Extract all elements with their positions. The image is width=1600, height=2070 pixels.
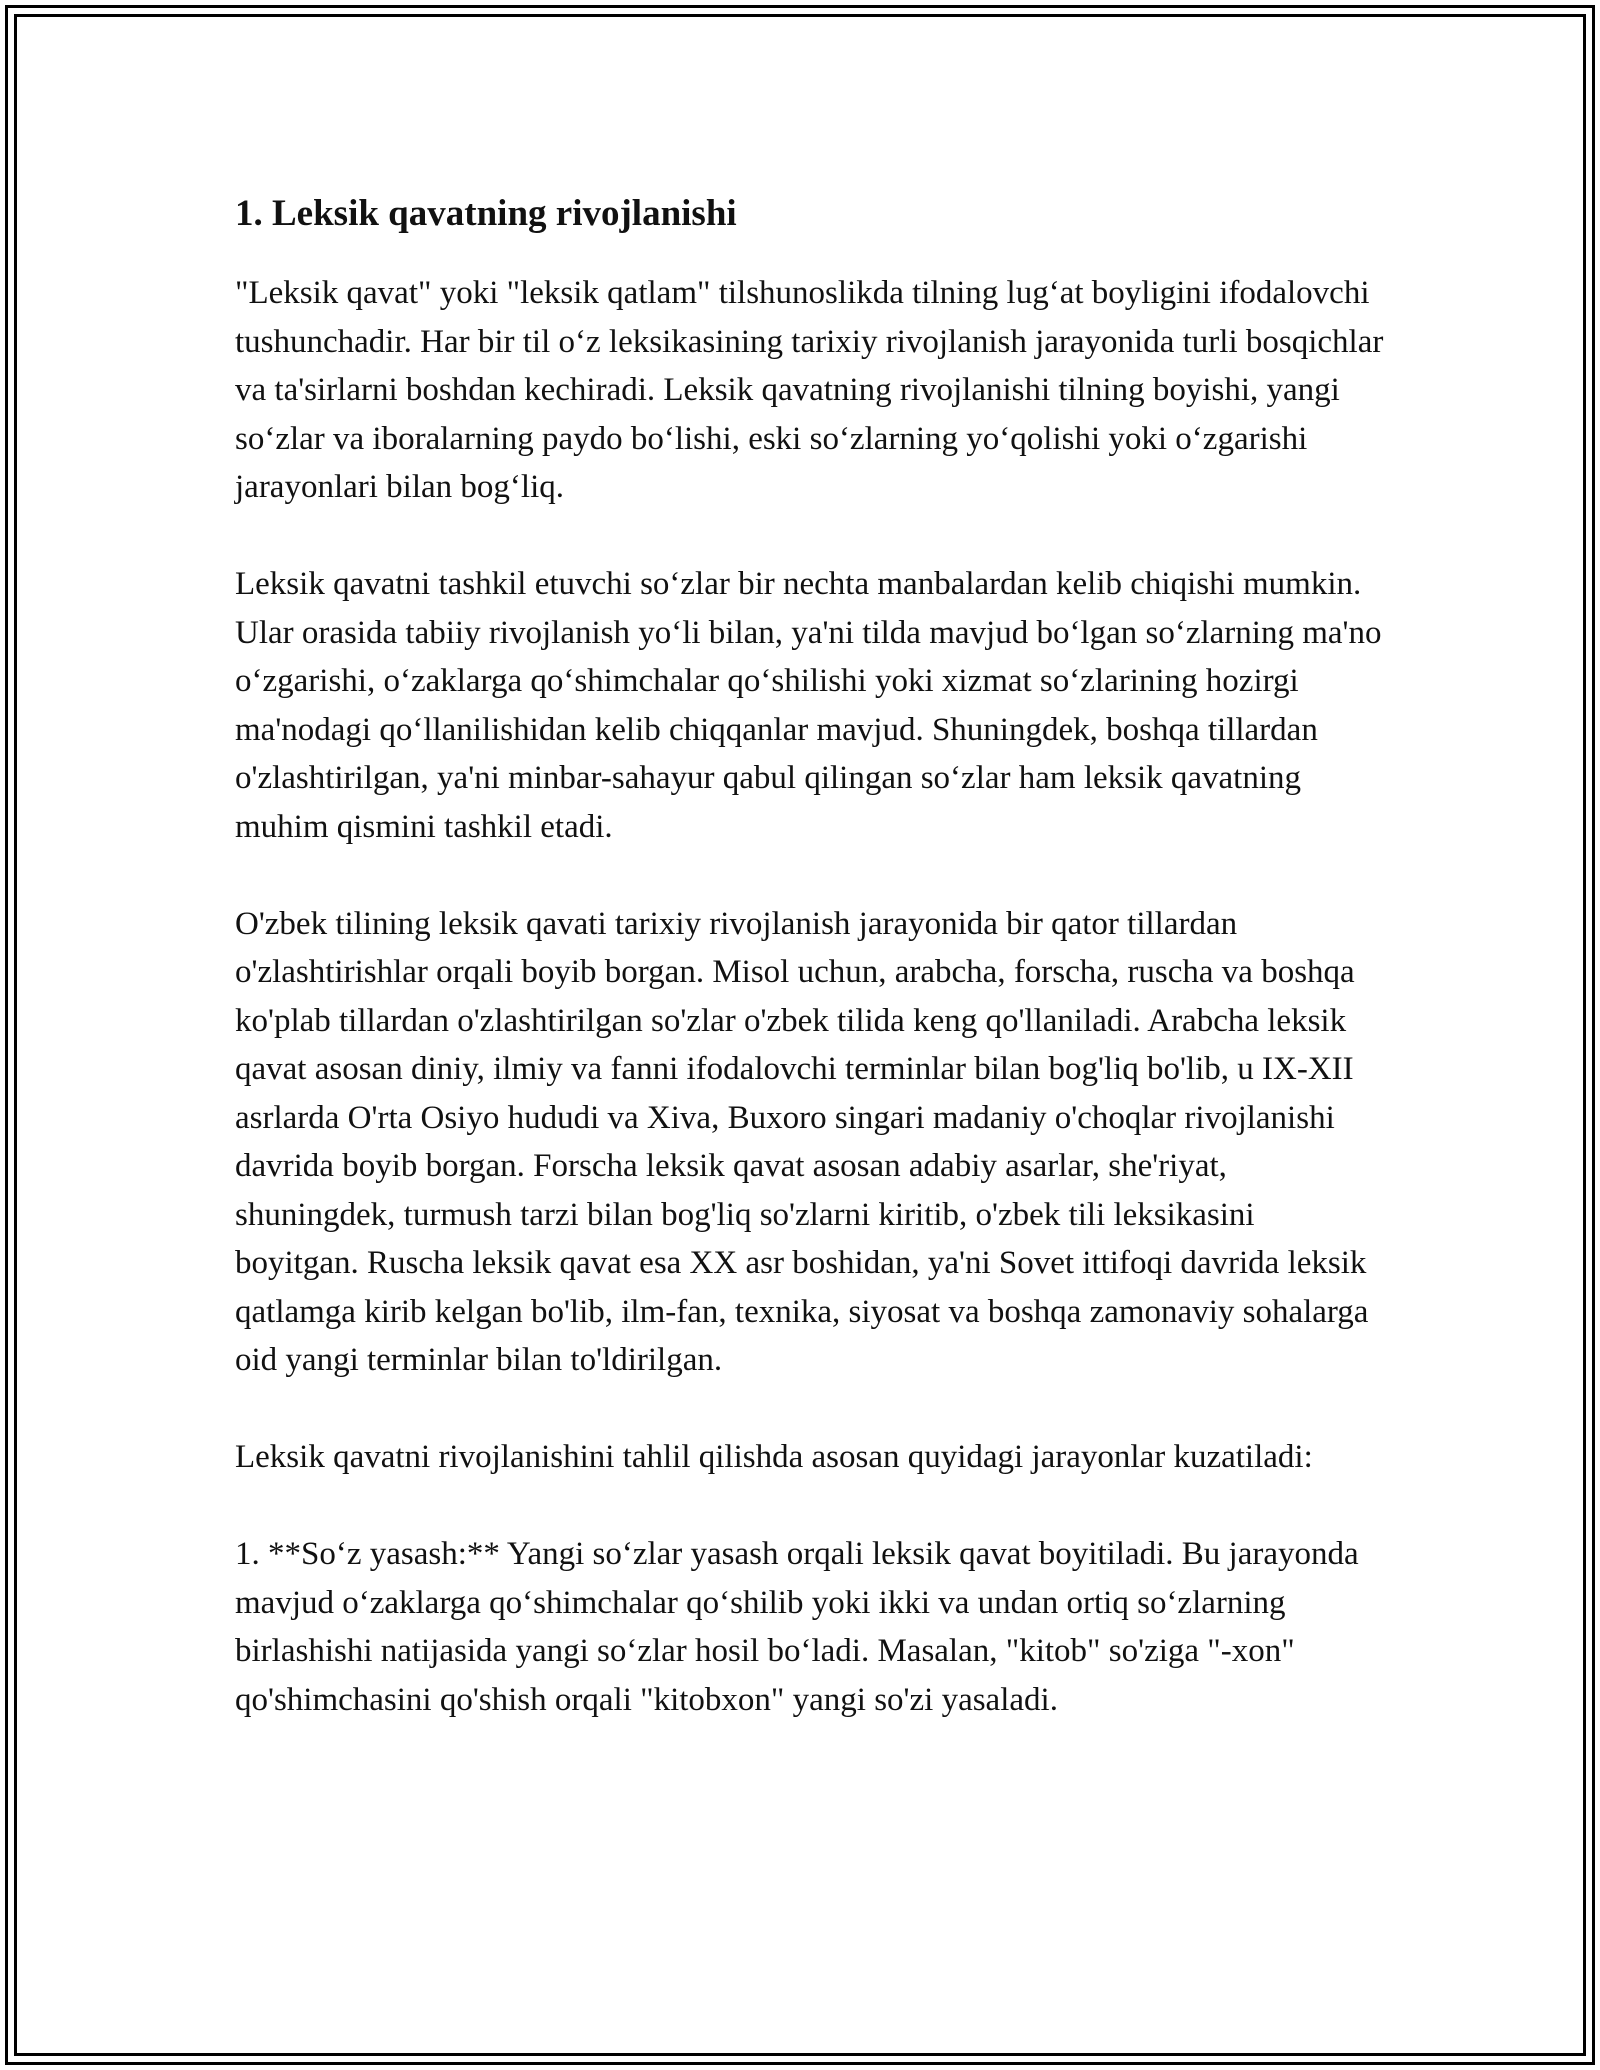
document-body	[235, 185, 1385, 1773]
paragraph-sources: Leksik qavatni tashkil etuvchi so‘zlar bir nechta manbalardan kelib chiqishi mumkin. Ular orasida tabiiy rivojlanish yo‘li bilan, ya'ni tilda mavjud bo‘lgan so‘zlarning ma'no o‘zgarishi, o‘zaklarga qo‘shimchalar qo‘shilishi yoki xizmat so‘zlarining hozirgi ma'nodagi qo‘llanilishidan kelib chiqqanlar mavjud. Shuningdek, boshqa tillardan o'zlashtirilgan, ya'ni minbar-sahayur qabul qilingan so‘zlar ham leksik qavatning muhim qismini tashkil etadi.	[235, 566, 1382, 845]
section-heading: 1. Leksik qavatning rivojlanishi	[235, 193, 737, 234]
paragraph-definition: "Leksik qavat" yoki "leksik qatlam" tilshunoslikda tilning lug‘at boyligini ifodalovchi tushunchadir. Har bir til o‘z leksikasining tarixiy rivojlanish jarayonida turli bosqichlar va ta'sirlarni boshdan kechiradi. Leksik qavatning rivojlanishi tilning boyishi, yangi so‘zlar va iboralarning paydo bo‘lishi, eski so‘zlarning yo‘qolishi yoki o‘zgarishi jarayonlari bilan bog‘liq.	[235, 275, 1384, 505]
paragraph-word-formation: 1. **So‘z yasash:** Yangi so‘zlar yasash orqali leksik qavat boyitiladi. Bu jarayonda mavjud o‘zaklarga qo‘shimchalar qo‘shilib yoki ikki va undan ortiq so‘zlarning birlashishi natijasida yangi so‘zlar hosil bo‘ladi. Masalan, "kitob" so'ziga "-xon" qo'shimchasini qo'shish orqali "kitobxon" yangi so'zi yasaladi.	[235, 1536, 1359, 1718]
paragraph-processes-intro: Leksik qavatni rivojlanishini tahlil qilishda asosan quyidagi jarayonlar kuzatiladi:	[235, 1439, 1313, 1475]
paragraph-borrowings: O'zbek tilining leksik qavati tarixiy rivojlanish jarayonida bir qator tillardan o'zlashtirishlar orqali boyib borgan. Misol uchun, arabcha, forscha, ruscha va boshqa ko'plab tillardan o'zlashtirilgan so'zlar o'zbek tilida keng qo'llaniladi. Arabcha leksik qavat asosan diniy, ilmiy va fanni ifodalovchi terminlar bilan bog'liq bo'lib, u IX-XII asrlarda O'rta Osiyo hududi va Xiva, Buxoro singari madaniy o'choqlar rivojlanishi davrida boyib borgan. Forscha leksik qavat asosan adabiy asarlar, she'riyat, shuningdek, turmush tarzi bilan bog'liq so'zlarni kiritib, o'zbek tili leksikasini boyitgan. Ruscha leksik qavat esa XX asr boshidan, ya'ni Sovet ittifoqi davrida leksik qatlamga kirib kelgan bo'lib, ilm-fan, texnika, siyosat va boshqa zamonaviy sohalarga oid yangi terminlar bilan to'ldirilgan.	[235, 905, 1369, 1378]
